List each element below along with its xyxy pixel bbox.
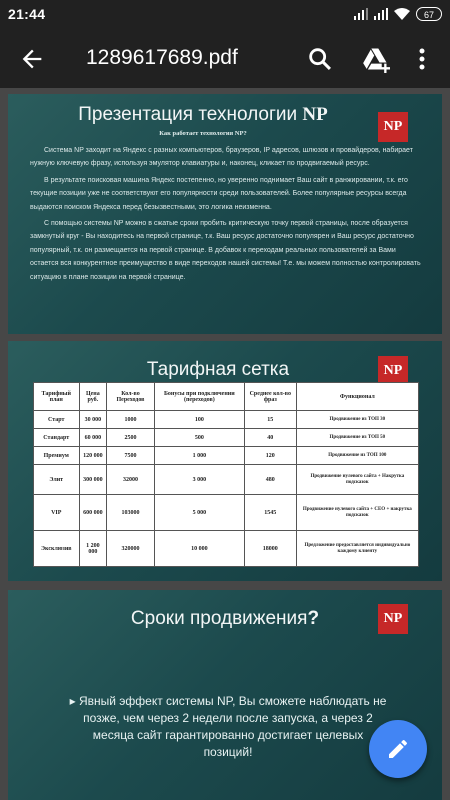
table-row	[34, 495, 419, 531]
status-bar	[0, 0, 450, 30]
table-header-row	[34, 383, 419, 411]
column-header: Кол-во Переходов	[107, 383, 155, 411]
table-cell: 480	[244, 465, 296, 495]
slide1-title: Презентация технологии NP	[78, 104, 328, 125]
table-cell: 3 000	[154, 465, 244, 495]
search-icon[interactable]	[306, 45, 334, 73]
arrow-back-icon[interactable]	[18, 45, 46, 73]
app-bar	[0, 30, 450, 88]
table-cell: Продвижение из ТОП 50	[296, 429, 418, 447]
signal-2-icon	[374, 8, 388, 20]
slide2-title: Тарифная сетка	[146, 359, 290, 380]
wifi-icon	[394, 8, 410, 20]
table-cell: 1 200 000	[79, 531, 107, 567]
status-icons	[354, 7, 442, 21]
slide1-paragraph: Система NP заходит на Яндекс с разных компьютеров, браузеров, IP адресов, шлюзов и провайдеров, набирает нужную ключевую фразу, используя эмулятор клавиатуры и, наконец, кликает по продвигаемый ресурс.	[30, 147, 413, 168]
more-vert-icon[interactable]	[412, 45, 432, 73]
slide1-body	[30, 144, 422, 287]
table-cell: Эксклюзив	[34, 531, 80, 567]
table-cell: 600 000	[79, 495, 107, 531]
table-cell: 1000	[107, 411, 155, 429]
table-cell: Элит	[34, 465, 80, 495]
np-logo-badge: NP	[378, 356, 408, 386]
table-cell: 120	[244, 447, 296, 465]
table-cell: Продвижение нулевого сайта + СЕО + накрутка подсказок	[296, 495, 418, 531]
table-cell: 40	[244, 429, 296, 447]
column-header: Бонусы при подключении (переходов)	[154, 383, 244, 411]
signal-icon	[354, 8, 368, 20]
np-logo-badge: NP	[378, 112, 408, 142]
drive-add-icon[interactable]	[362, 45, 390, 73]
table-cell: 5 000	[154, 495, 244, 531]
table-cell: 103000	[107, 495, 155, 531]
table-row	[34, 465, 419, 495]
table-cell: Стандарт	[34, 429, 80, 447]
column-header: Цена руб.	[79, 383, 107, 411]
battery-icon: 67	[416, 7, 442, 21]
column-header: Среднее кол-во фраз	[244, 383, 296, 411]
table-cell: 7500	[107, 447, 155, 465]
pdf-viewer[interactable]	[0, 88, 450, 800]
table-cell: 100	[154, 411, 244, 429]
table-cell: 2500	[107, 429, 155, 447]
document-title: 1289617689.pdf	[86, 46, 238, 69]
table-cell: 32000	[107, 465, 155, 495]
slide1-subtitle: Как работает технология NP?	[159, 130, 247, 137]
table-cell: 500	[154, 429, 244, 447]
table-cell: 120 000	[79, 447, 107, 465]
table-cell: 60 000	[79, 429, 107, 447]
table-row	[34, 531, 419, 567]
table-cell: Продвижение из ТОП 30	[296, 411, 418, 429]
table-cell: 15	[244, 411, 296, 429]
tariff-table	[33, 382, 419, 567]
edit-fab-button[interactable]	[369, 720, 427, 778]
table-cell: 30 000	[79, 411, 107, 429]
table-cell: Продвижение из ТОП 100	[296, 447, 418, 465]
status-time: 21:44	[8, 6, 46, 22]
table-cell: 10 000	[154, 531, 244, 567]
table-cell: Премиум	[34, 447, 80, 465]
table-cell: Продвижение нулевого сайта + Накрутка подсказок	[296, 465, 418, 495]
slide3-title: Сроки продвижения?	[130, 608, 320, 629]
table-cell: 1 000	[154, 447, 244, 465]
table-cell: 300 000	[79, 465, 107, 495]
pdf-page-2	[8, 341, 442, 581]
table-row	[34, 429, 419, 447]
table-cell: 1545	[244, 495, 296, 531]
table-row	[34, 447, 419, 465]
column-header: Функционал	[296, 383, 418, 411]
table-row	[34, 411, 419, 429]
table-cell: Предложение предоставляется индивидуально каждому клиенту	[296, 531, 418, 567]
edit-pencil-icon	[386, 737, 410, 761]
slide3-text: ▸ Явный эффект системы NP, Вы сможете наблюдать не позже, чем через 2 недели после запуска, а через 2 месяца сайт гарантированно достигает целевых позиций!	[69, 694, 387, 759]
slide1-paragraph: С помощью системы NP можно в сжатые сроки пробить критическую точку первой страницы, после образуется замкнутый круг - Вы находитесь на первой странице, т.к. Ваш ресурс достаточно популярен и Ваш ресурс достаточно популярный, т.к. он размещается на первой странице. В добавок к переходам реальных пользователей за Вами остается вся конкурентное преимущество в виде переходов нашей системы! Т.е. мы можем полностью контролировать ситуацию в плане позиции на первой странице.	[30, 220, 421, 281]
table-cell: Старт	[34, 411, 80, 429]
table-cell: 320000	[107, 531, 155, 567]
slide1-paragraph: В результате поисковая машина Яндекс постепенно, но уверенно поднимает Ваш сайт в ранжировании, т.к. его текущие позиции уже не соответствуют его популярности среди пользователей. Более популярные ресурсы всегда выдаются поиском Яндекса перед безызвестными, это логика неизменна.	[30, 176, 408, 211]
column-header: Тарифный план	[34, 383, 80, 411]
np-logo-badge: NP	[378, 604, 408, 634]
table-cell: 18000	[244, 531, 296, 567]
table-cell: VIP	[34, 495, 80, 531]
pdf-page-1	[8, 94, 442, 334]
